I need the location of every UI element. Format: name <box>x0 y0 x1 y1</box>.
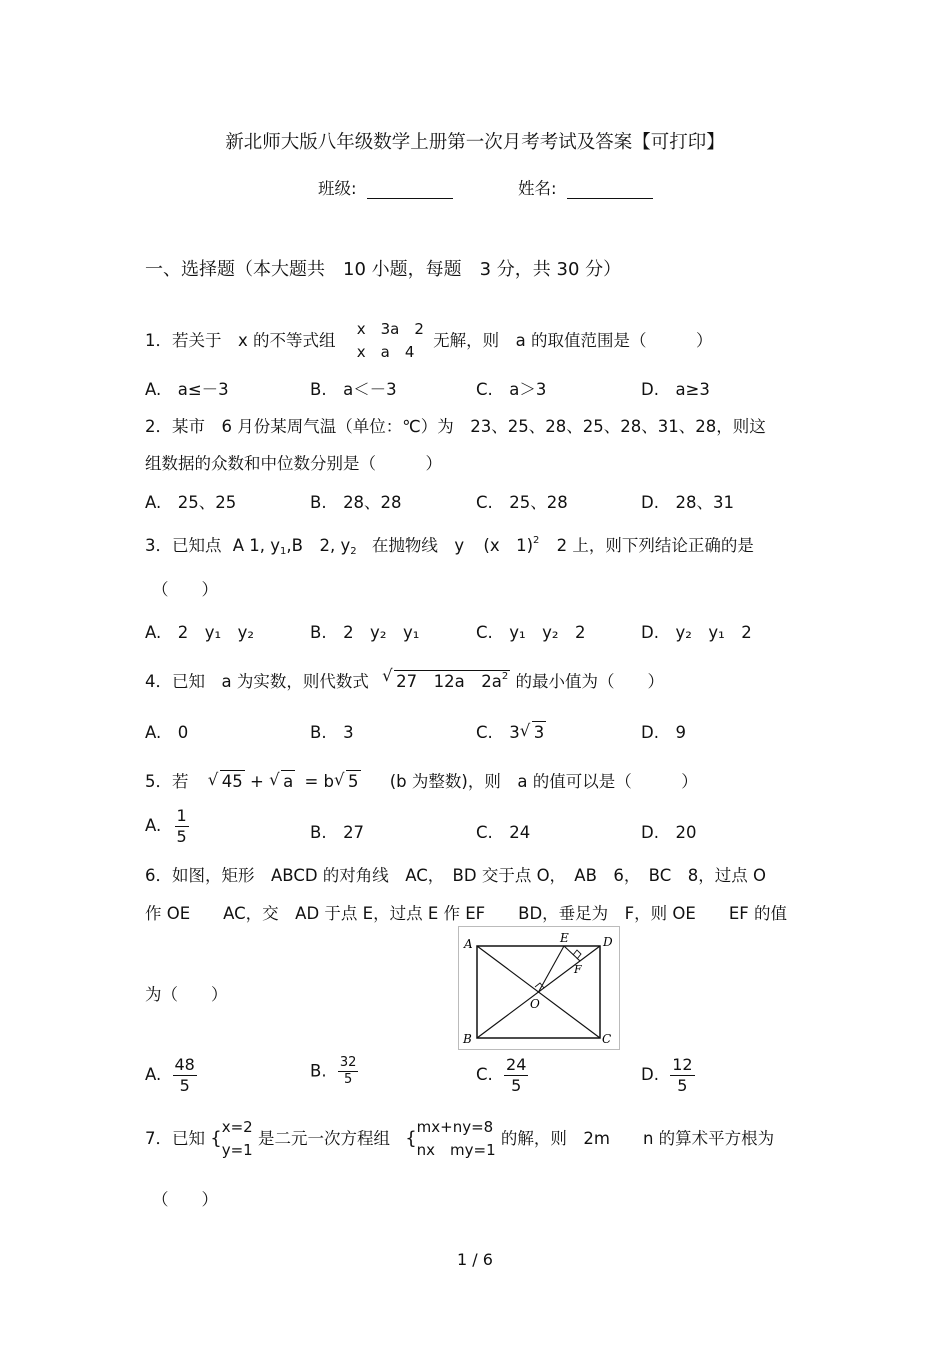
q6-option-b-fraction <box>338 1055 359 1089</box>
q5-suffix: (b 为整数)，则 a 的值可以是（ ） <box>389 772 698 791</box>
q4-sqrt <box>382 668 510 692</box>
q7-suffix: 的解，则 2m n 的算术平方根为 <box>500 1128 775 1148</box>
q6-option-d[interactable] <box>641 1055 695 1096</box>
q6-option-c[interactable] <box>476 1055 528 1096</box>
q1-sys-top: x 3a 2 <box>356 320 424 338</box>
q6-d-den: 5 <box>677 1076 688 1095</box>
q6-option-d-label: D. <box>641 1065 659 1084</box>
q4-option-d[interactable]: D. 9 <box>641 723 686 742</box>
q6-d-num: 12 <box>672 1055 693 1074</box>
q6-option-a-label: A. <box>145 1065 162 1084</box>
q6-c-num: 24 <box>506 1055 527 1074</box>
q5-option-a[interactable] <box>145 806 189 847</box>
q3-sub2: 2 <box>350 546 357 557</box>
q6-a-num: 48 <box>174 1055 195 1074</box>
question-6-line1: 6．如图，矩形 ABCD 的对角线 AC， BD 交于点 O， AB 6， BC 8，过点 O <box>145 866 766 885</box>
q3-suffix: 2 上，则下列结论正确的是 <box>556 536 754 555</box>
q3-point-b: ,B 2, y <box>286 536 351 555</box>
q5-a-num: 1 <box>176 806 187 825</box>
question-3-line1 <box>145 532 754 557</box>
q4-option-c-radicand: 3 <box>533 723 545 742</box>
q6-option-b[interactable] <box>310 1055 358 1089</box>
q2-option-d[interactable]: D. 28、31 <box>641 493 734 512</box>
q5-radicand-a: a <box>283 772 294 791</box>
q2-option-b[interactable]: B. 28、28 <box>310 493 402 512</box>
question-4 <box>145 668 664 692</box>
question-7: 7．已知 { x=2 y=1 是二元一次方程组 { mx+ny=8 nx my=1 的解，则 2m n 的算术平方根为 <box>145 1116 774 1163</box>
q5-option-a-fraction <box>175 806 189 847</box>
q5-plus: + <box>250 772 264 791</box>
q1-suffix: 无解，则 a 的取值范围是（ ） <box>433 330 713 350</box>
q4-prefix: 4．已知 a 为实数，则代数式 <box>145 672 369 691</box>
q4-option-c[interactable] <box>476 719 546 743</box>
label-c: C <box>602 1032 612 1046</box>
class-field <box>318 175 453 199</box>
question-6-line3: 为（ ） <box>145 985 228 1004</box>
q4-radicand: 27 12a 2a <box>396 672 502 691</box>
q6-option-d-fraction <box>670 1055 694 1096</box>
q6-option-a-fraction <box>173 1055 197 1096</box>
rectangle-diagram <box>458 926 620 1050</box>
q5-sqrt-45 <box>208 772 245 791</box>
q3-point-a: A 1, y <box>232 536 281 555</box>
q1-prefix: 1．若关于 x 的不等式组 <box>145 330 336 350</box>
q3-prefix: 3．已知点 <box>145 536 222 555</box>
q5-option-a-label: A. <box>145 816 162 835</box>
q7-s1-top: x=2 <box>221 1118 253 1136</box>
q5-option-d[interactable]: D. 20 <box>641 823 697 842</box>
q4-exponent: 2 <box>501 671 509 682</box>
rectangle-figure <box>458 926 620 1054</box>
q5-radicand-5: 5 <box>348 772 359 791</box>
q2-option-a[interactable]: A. 25、25 <box>145 493 237 512</box>
label-f: F <box>574 963 582 976</box>
label-b: B <box>463 1032 472 1046</box>
name-label: 姓名: <box>518 179 557 198</box>
label-o: O <box>530 997 540 1011</box>
q6-option-b-label: B. <box>310 1061 327 1081</box>
q6-option-c-label: C. <box>476 1065 493 1084</box>
label-d: D <box>603 935 613 949</box>
q4-suffix: 的最小值为（ ） <box>515 672 664 691</box>
q7-equation-system <box>417 1116 496 1163</box>
q6-b-num: 32 <box>338 1055 359 1072</box>
q5-equals: = b <box>304 772 334 791</box>
question-3-line2: （ ） <box>152 580 218 599</box>
page-number: 1 / 6 <box>457 1250 493 1269</box>
q7-prefix: 7．已知 <box>145 1128 205 1148</box>
q1-inequality-system <box>357 318 424 365</box>
q3-expression: (x 1) <box>483 536 534 555</box>
q6-option-c-fraction <box>504 1055 528 1096</box>
question-2-line1: 2．某市 6 月份某周气温（单位：℃）为 23、25、28、25、28、31、28，则这 <box>145 417 766 436</box>
q5-radicand-45: 45 <box>221 772 243 791</box>
q5-a-den: 5 <box>176 827 187 846</box>
q5-option-c[interactable]: C. 24 <box>476 823 531 842</box>
question-2-line2: 组数据的众数和中位数分别是（ ） <box>145 454 442 473</box>
q4-option-b[interactable]: B. 3 <box>310 723 354 742</box>
q3-on-parabola: 在抛物线 y <box>371 536 465 555</box>
q4-option-c-coef: C. 3 <box>476 723 520 742</box>
section-heading: 一、选择题（本大题共 10 小题，每题 3 分，共 30 分） <box>145 259 622 280</box>
q3-option-a[interactable]: A. 2 y₁ y₂ <box>145 623 254 642</box>
q3-option-d[interactable]: D. y₂ y₁ 2 <box>641 623 752 642</box>
q6-c-den: 5 <box>511 1076 522 1095</box>
q1-option-b[interactable]: B. a＜－3 <box>310 380 397 399</box>
label-e: E <box>560 931 569 945</box>
q3-exponent: 2 <box>533 535 540 546</box>
question-5 <box>145 768 698 792</box>
q7-s1-bottom: y=1 <box>221 1141 253 1160</box>
q1-option-a[interactable]: A. a≤－3 <box>145 380 229 399</box>
q7-solution-system <box>222 1116 253 1163</box>
q1-option-c[interactable]: C. a＞3 <box>476 380 547 399</box>
question-6-line2: 作 OE AC，交 AD 于点 E，过点 E 作 EF BD，垂足为 F，则 OE EF 的值 <box>145 904 787 923</box>
q5-sqrt-5 <box>334 772 361 791</box>
question-1 <box>145 318 713 365</box>
q6-option-a[interactable] <box>145 1055 197 1096</box>
q1-option-d[interactable]: D. a≥3 <box>641 380 710 399</box>
q7-s2-top: mx+ny=8 <box>416 1118 494 1136</box>
q3-option-c[interactable]: C. y₁ y₂ 2 <box>476 623 586 642</box>
q1-sys-bottom: x a 4 <box>356 343 415 362</box>
q2-option-c[interactable]: C. 25、28 <box>476 493 568 512</box>
q5-sqrt-a <box>269 772 295 791</box>
q3-option-b[interactable]: B. 2 y₂ y₁ <box>310 623 420 642</box>
q5-option-b[interactable]: B. 27 <box>310 823 365 842</box>
q6-a-den: 5 <box>179 1076 190 1095</box>
question-7-line2: （ ） <box>152 1190 218 1209</box>
q4-option-a[interactable]: A. 0 <box>145 723 189 742</box>
q4-option-c-sqrt <box>520 723 547 742</box>
q7-middle: 是二元一次方程组 <box>257 1128 390 1148</box>
q6-b-den: 5 <box>343 1072 353 1088</box>
q3-sub1: 1 <box>280 546 287 557</box>
page-title: 新北师大版八年级数学上册第一次月考考试及答案【可打印】 <box>225 132 725 153</box>
class-blank[interactable] <box>367 180 453 199</box>
name-blank[interactable] <box>567 180 653 199</box>
class-label: 班级: <box>318 179 357 198</box>
q7-s2-bottom: nx my=1 <box>416 1141 496 1160</box>
label-a: A <box>464 937 473 951</box>
q5-prefix: 5．若 <box>145 772 189 791</box>
name-field <box>518 175 653 199</box>
